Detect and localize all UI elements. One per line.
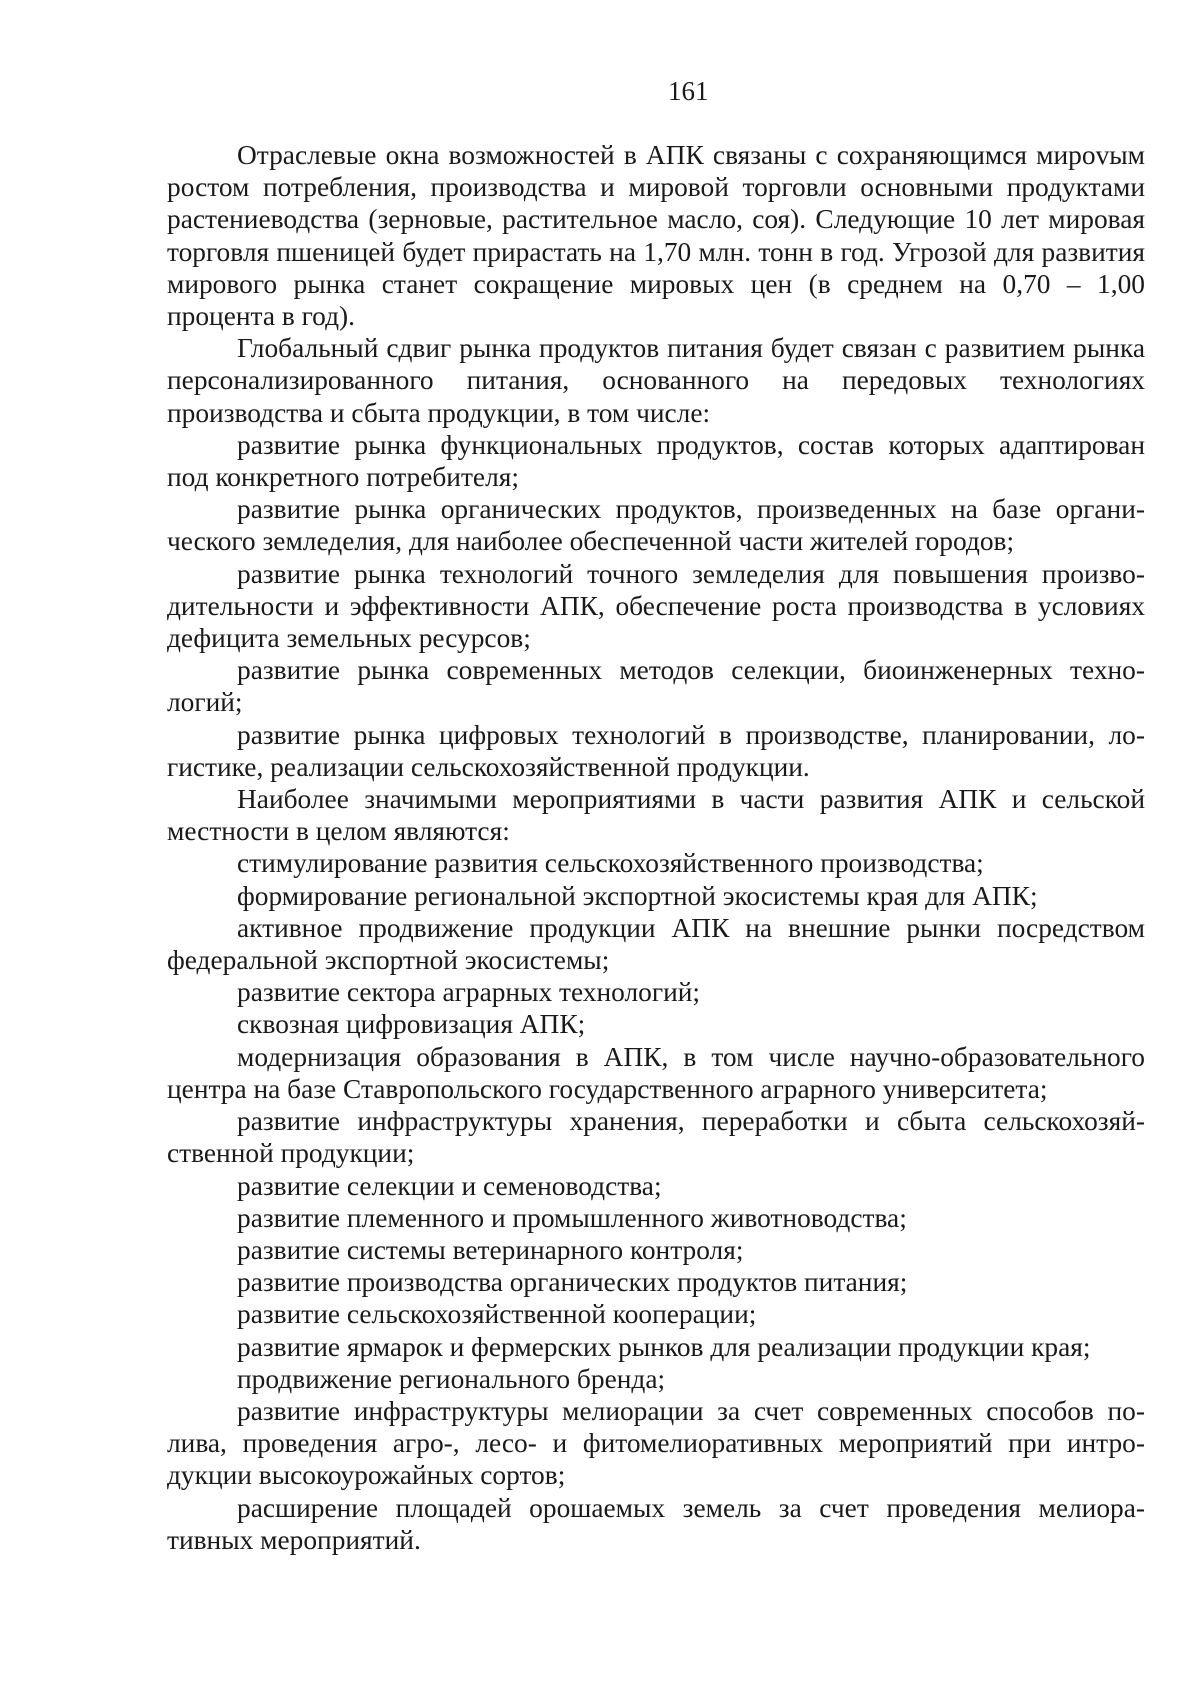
paragraph: Наиболее значимыми мероприятиями в части развития АПК и сельской местности в целом являются:: [167, 784, 1145, 847]
list-item: активное продвижение продукции АПК на внешние рынки посредством федеральной экспортной экосистемы;: [167, 912, 1145, 976]
list-item: стимулирование развития сельскохозяйственного производства;: [237, 848, 984, 879]
list-item: продвижение регионального бренда;: [237, 1363, 666, 1394]
list-item: формирование региональной экспортной экосистемы края для АПК;: [237, 880, 1038, 911]
list-item: развитие рынка современных методов селекции, биоинженерных технологий;: [167, 655, 1145, 718]
list-item: расширение площадей орошаемых земель за счет проведения мелиоративных мероприятий.: [167, 1492, 1145, 1555]
list-item: развитие сельскохозяйственной кооперации;: [237, 1299, 757, 1330]
list-item: развитие селекции и семеноводства;: [237, 1170, 662, 1201]
list-item: развитие рынка цифровых технологий в производстве, планировании, логистике, реализации сельскохозяйственной продукции.: [167, 719, 1145, 782]
list-item: развитие инфраструктуры хранения, переработки и сбыта сельскохозяйственной продукции;: [167, 1106, 1145, 1169]
document-body: [167, 139, 1145, 1556]
list-item: сквозная цифровизация АПК;: [237, 1009, 586, 1040]
list-item: развитие инфраструктуры мелиорации за счет современных способов полива, проведения агро-, лесо- и фитомелиоративных мероприятий при интродукции высокоурожайных сортов;: [167, 1395, 1145, 1491]
list-item: развитие рынка функциональных продуктов, состав которых адаптирован под конкретного потребителя;: [167, 429, 1145, 493]
list-item: модернизация образования в АПК, в том числе научно-образовательного центра на базе Ставропольского государственного аграрного университета;: [167, 1041, 1145, 1104]
page-number: 161: [668, 76, 709, 106]
list-item: развитие производства органических продуктов питания;: [237, 1267, 908, 1298]
list-item: развитие ярмарок и фермерских рынков для реализации продукции края;: [237, 1331, 1091, 1362]
list-item: развитие системы ветеринарного контроля;: [237, 1234, 744, 1265]
list-item: развитие рынка органических продуктов, произведенных на базе органического земледелия, для наиболее обеспеченной части жителей городов;: [167, 494, 1145, 557]
list-item: развитие племенного и промышленного животноводства;: [237, 1202, 907, 1233]
paragraph: Отраслевые окна возможностей в АПК связаны с сохраняющимся мироvым ростом потребления, производства и мировой торговли основными продуктами растениеводства (зерновые, растительное масло, соя). Следующие 10 лет мировая торговля пшеницей будет прирастать на 1,70 млн. тонн в год. Угрозой для развития мирового рынка станет сокращение мировых цен (в среднем на 0,70 – 1,00 процента в год).: [167, 140, 1145, 332]
list-item: развитие сектора аграрных технологий;: [237, 977, 701, 1008]
list-item: развитие рынка технологий точного земледелия для повышения производительности и эффективности АПК, обеспечение роста производства в условиях дефицита земельных ресурсов;: [167, 558, 1145, 654]
paragraph: Глобальный сдвиг рынка продуктов питания будет связан с развитием рынка персонализированного питания, основанного на передовых технологиях производства и сбыта продукции, в том числе:: [167, 333, 1145, 428]
